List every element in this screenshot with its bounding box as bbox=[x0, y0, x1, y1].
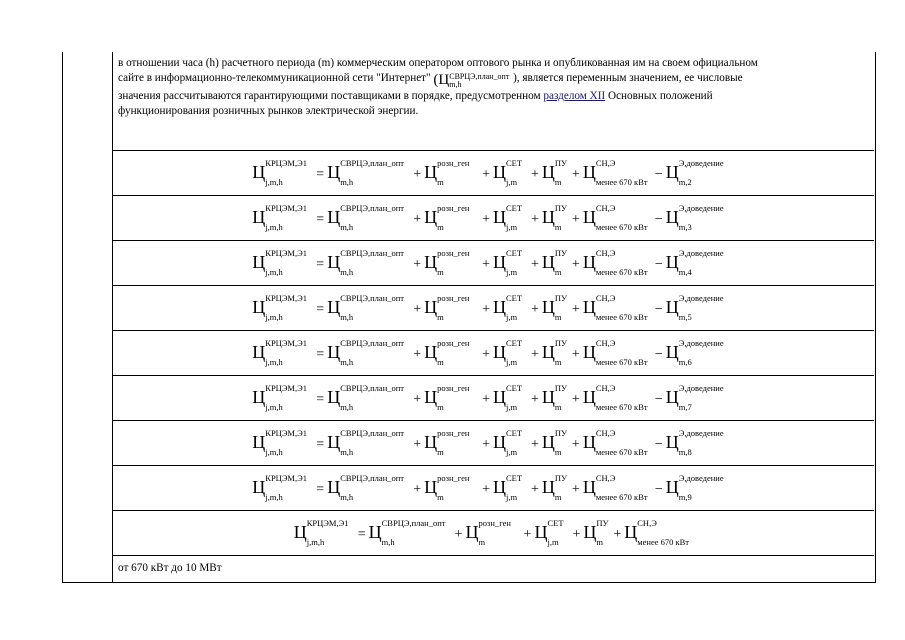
formula-operator: + bbox=[571, 256, 580, 272]
term-subscript: j,m bbox=[506, 266, 518, 277]
formula-operator: + bbox=[482, 346, 490, 362]
formula-term: Ц СВРЦЭ,план_опт m,h bbox=[327, 337, 405, 367]
intro-line-1: в отношении часа (h) расчетного периода (m) коммерческим оператором оптового рынка и опубликованная им на своем официальном bbox=[118, 57, 758, 69]
formula-term: Ц СЕТ j,m bbox=[534, 517, 564, 547]
formula-term: Ц КРЦЭМ,Э1 j,m,h bbox=[252, 247, 307, 277]
formula-term: Ц СН,Э менее 670 кВт bbox=[582, 292, 648, 322]
formula-operator: + bbox=[531, 391, 539, 407]
term-subscript: j,m,h bbox=[265, 356, 283, 367]
term-subscript: m,9 bbox=[678, 491, 692, 502]
formula-operator: + bbox=[482, 211, 490, 227]
term-superscript: розн_ген bbox=[437, 472, 470, 483]
formula-operator: − bbox=[654, 301, 663, 317]
term-superscript: розн_ген bbox=[437, 247, 470, 258]
formula-term: Ц ПУ m bbox=[541, 157, 568, 187]
inline-formula-base: (Ц bbox=[433, 72, 450, 88]
term-subscript: m,h bbox=[381, 536, 395, 547]
formula-term: Ц СЕТ j,m bbox=[493, 382, 523, 412]
term-subscript: менее 670 кВт bbox=[595, 311, 648, 322]
formula-operator: + bbox=[572, 526, 581, 542]
term-subscript: m bbox=[554, 221, 562, 232]
term-superscript: СВРЦЭ,план_опт bbox=[340, 292, 405, 303]
formula-operator: + bbox=[531, 256, 539, 272]
term-superscript: ПУ bbox=[596, 517, 609, 528]
term-superscript: СВРЦЭ,план_опт bbox=[340, 202, 405, 213]
formula-operator: + bbox=[482, 391, 490, 407]
formula-term: Ц ПУ m bbox=[541, 292, 568, 322]
term-subscript: менее 670 кВт bbox=[595, 176, 648, 187]
formula-operator: = bbox=[316, 481, 325, 497]
term-subscript: менее 670 кВт bbox=[595, 356, 648, 367]
formula-operator: + bbox=[413, 391, 422, 407]
formula-operator: − bbox=[654, 166, 663, 182]
formula-term: Ц СВРЦЭ,план_опт m,h bbox=[327, 472, 405, 502]
term-superscript: КРЦЭМ,Э1 bbox=[265, 337, 307, 348]
term-subscript: m bbox=[554, 491, 562, 502]
formula-operator: = bbox=[316, 256, 325, 272]
term-subscript: m,h bbox=[340, 311, 354, 322]
term-superscript: Э,доведение bbox=[678, 157, 724, 168]
formula bbox=[252, 247, 734, 277]
formula-row bbox=[113, 330, 874, 374]
formula-operator: + bbox=[413, 346, 422, 362]
formula-row bbox=[113, 285, 874, 329]
formula-term: Ц Э,доведение m,9 bbox=[665, 472, 724, 502]
formula-term: Ц розн_ген m bbox=[424, 202, 470, 232]
term-superscript: СВРЦЭ,план_опт bbox=[340, 427, 405, 438]
formula-term: Ц СН,Э менее 670 кВт bbox=[624, 517, 690, 547]
term-superscript: розн_ген bbox=[437, 157, 470, 168]
term-subscript: j,m bbox=[506, 311, 518, 322]
formula-term: Ц КРЦЭМ,Э1 j,m,h bbox=[252, 382, 307, 412]
formula-term: Ц СВРЦЭ,план_опт m,h bbox=[327, 157, 405, 187]
inline-formula-sub: m,h bbox=[449, 79, 462, 89]
formula-operator: + bbox=[571, 166, 580, 182]
term-superscript: КРЦЭМ,Э1 bbox=[265, 472, 307, 483]
formula-term: Ц СЕТ j,m bbox=[493, 472, 523, 502]
term-superscript: СЕТ bbox=[506, 382, 523, 393]
term-subscript: m,h bbox=[340, 266, 354, 277]
formula-operator: + bbox=[482, 256, 490, 272]
formula-operator: − bbox=[654, 436, 663, 452]
term-subscript: j,m bbox=[547, 536, 559, 547]
term-subscript: j,m,h bbox=[265, 266, 283, 277]
term-subscript: m bbox=[554, 356, 562, 367]
formula-term: Ц СВРЦЭ,план_опт m,h bbox=[327, 247, 405, 277]
formula-term: Ц ПУ m bbox=[541, 382, 568, 412]
formula bbox=[252, 382, 734, 412]
term-subscript: m,5 bbox=[678, 311, 692, 322]
term-superscript: КРЦЭМ,Э1 bbox=[265, 157, 307, 168]
term-subscript: m bbox=[437, 311, 444, 322]
term-subscript: m,h bbox=[340, 446, 354, 457]
term-subscript: m,6 bbox=[678, 356, 692, 367]
term-superscript: СВРЦЭ,план_опт bbox=[340, 337, 405, 348]
intro-line-3-text: значения рассчитываются гарантирующими поставщиками в порядке, предусмотренном bbox=[118, 89, 541, 102]
term-superscript: СН,Э bbox=[595, 202, 616, 213]
footer-text: от 670 кВт до 10 МВт bbox=[118, 562, 222, 574]
formula-term: Ц Э,доведение m,7 bbox=[665, 382, 724, 412]
term-subscript: менее 670 кВт bbox=[595, 401, 648, 412]
formula-term: Ц КРЦЭМ,Э1 j,m,h bbox=[252, 157, 307, 187]
term-subscript: m,h bbox=[340, 356, 354, 367]
term-subscript: j,m,h bbox=[265, 311, 283, 322]
formula-operator: = bbox=[316, 301, 325, 317]
formula-term: Ц Э,доведение m,5 bbox=[665, 292, 724, 322]
term-superscript: КРЦЭМ,Э1 bbox=[265, 292, 307, 303]
term-subscript: m bbox=[437, 446, 444, 457]
formula-row bbox=[113, 420, 874, 464]
formula-term: Ц ПУ m bbox=[541, 337, 568, 367]
formula-term: Ц розн_ген m bbox=[424, 337, 470, 367]
intro-line-2-text: сайте в информационно-телекоммуникационной сети "Интернет" bbox=[118, 72, 431, 84]
formula-operator: = bbox=[357, 526, 366, 542]
formula-term: Ц СВРЦЭ,план_опт m,h bbox=[327, 427, 405, 457]
formula-term: Ц СЕТ j,m bbox=[493, 337, 523, 367]
term-superscript: ПУ bbox=[554, 202, 568, 213]
term-subscript: m,7 bbox=[678, 401, 692, 412]
formula-term: Ц Э,доведение m,2 bbox=[665, 157, 724, 187]
term-subscript: m bbox=[437, 356, 444, 367]
formula bbox=[252, 337, 734, 367]
term-subscript: m,h bbox=[340, 221, 354, 232]
formula-term: Ц СЕТ j,m bbox=[493, 157, 523, 187]
term-superscript: КРЦЭМ,Э1 bbox=[306, 517, 349, 528]
term-superscript: СВРЦЭ,план_опт bbox=[381, 517, 446, 528]
formula-operator: + bbox=[531, 346, 539, 362]
term-superscript: СН,Э bbox=[637, 517, 657, 528]
formula-operator: + bbox=[531, 211, 539, 227]
term-subscript: j,m,h bbox=[306, 536, 325, 547]
formula-term: Ц розн_ген m bbox=[424, 427, 470, 457]
term-subscript: j,m,h bbox=[265, 446, 283, 457]
inline-formula bbox=[433, 72, 513, 88]
term-subscript: менее 670 кВт bbox=[595, 221, 648, 232]
term-superscript: розн_ген bbox=[437, 337, 470, 348]
formula-operator: + bbox=[482, 301, 490, 317]
term-subscript: m bbox=[478, 536, 486, 547]
formula-operator: − bbox=[654, 211, 663, 227]
term-subscript: j,m bbox=[506, 356, 518, 367]
formula-operator: + bbox=[413, 166, 422, 182]
term-superscript: Э,доведение bbox=[678, 292, 724, 303]
term-subscript: j,m,h bbox=[265, 491, 283, 502]
term-superscript: СЕТ bbox=[506, 292, 523, 303]
term-subscript: менее 670 кВт bbox=[595, 446, 648, 457]
term-subscript: j,m bbox=[506, 446, 518, 457]
formula-term: Ц СЕТ j,m bbox=[493, 292, 523, 322]
formula-operator: + bbox=[571, 346, 580, 362]
formula-operator: − bbox=[654, 391, 663, 407]
formula-term: Ц розн_ген m bbox=[465, 517, 511, 547]
formula-term: Ц Э,доведение m,8 bbox=[665, 427, 724, 457]
formula-operator: + bbox=[482, 166, 490, 182]
term-subscript: m bbox=[437, 491, 444, 502]
formula-term: Ц СН,Э менее 670 кВт bbox=[582, 472, 648, 502]
formula-term: Ц розн_ген m bbox=[424, 157, 470, 187]
formula-operator: + bbox=[482, 436, 490, 452]
formula-row bbox=[113, 375, 874, 419]
term-subscript: менее 670 кВт bbox=[637, 536, 690, 547]
formula-operator: − bbox=[654, 481, 663, 497]
formula-term: Ц КРЦЭМ,Э1 j,m,h bbox=[252, 427, 307, 457]
term-superscript: ПУ bbox=[554, 337, 568, 348]
term-superscript: СЕТ bbox=[506, 157, 523, 168]
term-superscript: СН,Э bbox=[595, 472, 616, 483]
formula-term: Ц СВРЦЭ,план_опт m,h bbox=[368, 517, 446, 547]
formula-operator: + bbox=[571, 436, 580, 452]
term-subscript: j,m bbox=[506, 221, 518, 232]
formula bbox=[293, 517, 694, 547]
row-divider bbox=[112, 555, 874, 556]
formula-operator: + bbox=[413, 256, 422, 272]
term-superscript: Э,доведение bbox=[678, 247, 724, 258]
term-subscript: m bbox=[554, 446, 562, 457]
term-superscript: СВРЦЭ,план_опт bbox=[340, 382, 405, 393]
formula-operator: = bbox=[316, 166, 325, 182]
formula-term: Ц розн_ген m bbox=[424, 382, 470, 412]
intro-line-2 bbox=[118, 71, 868, 89]
intro-line-3 bbox=[118, 89, 868, 104]
formula-term: Ц КРЦЭМ,Э1 j,m,h bbox=[252, 472, 307, 502]
formula-term: Ц СН,Э менее 670 кВт bbox=[582, 337, 648, 367]
formula-term: Ц ПУ m bbox=[541, 427, 568, 457]
formula-term: Ц розн_ген m bbox=[424, 472, 470, 502]
formula-row bbox=[113, 240, 874, 284]
formula-term: Ц ПУ m bbox=[541, 202, 568, 232]
formula-operator: + bbox=[523, 526, 532, 542]
term-superscript: розн_ген bbox=[437, 382, 470, 393]
formula-row bbox=[113, 195, 874, 239]
formula-operator: + bbox=[454, 526, 463, 542]
formula-term: Ц СЕТ j,m bbox=[493, 427, 523, 457]
formula-operator: + bbox=[613, 526, 622, 542]
term-superscript: ПУ bbox=[554, 382, 568, 393]
term-superscript: СН,Э bbox=[595, 292, 616, 303]
formula-term: Ц Э,доведение m,3 bbox=[665, 202, 724, 232]
term-superscript: Э,доведение bbox=[678, 202, 724, 213]
formula-operator: + bbox=[531, 301, 539, 317]
formula-term: Ц СН,Э менее 670 кВт bbox=[582, 202, 648, 232]
formula-term: Ц Э,доведение m,6 bbox=[665, 337, 724, 367]
formula-term: Ц СН,Э менее 670 кВт bbox=[582, 157, 648, 187]
formula-operator: + bbox=[531, 166, 539, 182]
formula-term: Ц СВРЦЭ,план_опт m,h bbox=[327, 382, 405, 412]
formula-operator: = bbox=[316, 391, 325, 407]
term-superscript: СН,Э bbox=[595, 337, 616, 348]
formula bbox=[252, 472, 734, 502]
formula-term: Ц КРЦЭМ,Э1 j,m,h bbox=[252, 292, 307, 322]
section-xii-link[interactable]: разделом XII bbox=[543, 89, 606, 102]
formula-row-final bbox=[113, 510, 874, 554]
formula-operator: + bbox=[413, 211, 422, 227]
term-subscript: j,m bbox=[506, 491, 518, 502]
formula-term: Ц КРЦЭМ,Э1 j,m,h bbox=[293, 517, 349, 547]
term-subscript: m,4 bbox=[678, 266, 692, 277]
formula-term: Ц ПУ m bbox=[541, 247, 568, 277]
term-subscript: m bbox=[437, 221, 444, 232]
intro-line-2-tail: ), является переменным значением, ее числовые bbox=[513, 72, 743, 84]
term-subscript: j,m,h bbox=[265, 401, 283, 412]
term-superscript: СЕТ bbox=[506, 427, 523, 438]
formula bbox=[252, 427, 734, 457]
formula-operator: = bbox=[316, 436, 325, 452]
term-superscript: СН,Э bbox=[595, 382, 616, 393]
formula-term: Ц СН,Э менее 670 кВт bbox=[582, 382, 648, 412]
term-superscript: КРЦЭМ,Э1 bbox=[265, 382, 307, 393]
term-subscript: m,h bbox=[340, 401, 354, 412]
inline-formula-sup: СВРЦЭ,план_опт bbox=[449, 71, 510, 81]
formula-term: Ц розн_ген m bbox=[424, 247, 470, 277]
term-superscript: СЕТ bbox=[506, 472, 523, 483]
formula-operator: + bbox=[571, 391, 580, 407]
term-superscript: Э,доведение bbox=[678, 427, 724, 438]
term-superscript: ПУ bbox=[554, 247, 568, 258]
term-superscript: СН,Э bbox=[595, 427, 616, 438]
formula-operator: + bbox=[531, 436, 539, 452]
term-superscript: розн_ген bbox=[437, 427, 470, 438]
term-superscript: ПУ bbox=[554, 292, 568, 303]
term-superscript: Э,доведение bbox=[678, 337, 724, 348]
formula-term: Ц СВРЦЭ,план_опт m,h bbox=[327, 202, 405, 232]
term-subscript: менее 670 кВт bbox=[595, 266, 648, 277]
formula-operator: + bbox=[571, 301, 580, 317]
term-subscript: m,3 bbox=[678, 221, 692, 232]
formula-term: Ц Э,доведение m,4 bbox=[665, 247, 724, 277]
formula-operator: − bbox=[654, 256, 663, 272]
term-superscript: ПУ bbox=[554, 472, 568, 483]
formula-term: Ц СН,Э менее 670 кВт bbox=[582, 427, 648, 457]
formula-row bbox=[113, 150, 874, 194]
term-subscript: m,8 bbox=[678, 446, 692, 457]
formula-operator: + bbox=[413, 436, 422, 452]
formula-operator: = bbox=[316, 346, 325, 362]
term-subscript: j,m bbox=[506, 176, 518, 187]
formula-term: Ц СЕТ j,m bbox=[493, 247, 523, 277]
term-superscript: СВРЦЭ,план_опт bbox=[340, 157, 405, 168]
term-superscript: ПУ bbox=[554, 157, 568, 168]
formula-term: Ц СН,Э менее 670 кВт bbox=[582, 247, 648, 277]
term-subscript: m bbox=[437, 266, 444, 277]
term-superscript: КРЦЭМ,Э1 bbox=[265, 427, 307, 438]
term-subscript: j,m,h bbox=[265, 176, 283, 187]
formula bbox=[252, 157, 734, 187]
formula-operator: + bbox=[571, 211, 580, 227]
term-superscript: СЕТ bbox=[506, 337, 523, 348]
term-superscript: СН,Э bbox=[595, 157, 616, 168]
formula-term: Ц КРЦЭМ,Э1 j,m,h bbox=[252, 202, 307, 232]
formula-term: Ц КРЦЭМ,Э1 j,m,h bbox=[252, 337, 307, 367]
term-subscript: m bbox=[554, 401, 562, 412]
formula-operator: + bbox=[413, 481, 422, 497]
term-superscript: розн_ген bbox=[478, 517, 511, 528]
term-superscript: СЕТ bbox=[506, 247, 523, 258]
term-superscript: СЕТ bbox=[547, 517, 564, 528]
term-superscript: розн_ген bbox=[437, 292, 470, 303]
term-subscript: m bbox=[554, 266, 562, 277]
formula-term: Ц СЕТ j,m bbox=[493, 202, 523, 232]
term-subscript: m bbox=[554, 176, 562, 187]
term-superscript: КРЦЭМ,Э1 bbox=[265, 202, 307, 213]
term-subscript: m bbox=[554, 311, 562, 322]
intro-line-4: функционирования розничных рынков электрической энергии. bbox=[118, 104, 419, 117]
formula-operator: + bbox=[413, 301, 422, 317]
term-subscript: менее 670 кВт bbox=[595, 491, 648, 502]
formula-operator: = bbox=[316, 211, 325, 227]
term-subscript: m,h bbox=[340, 176, 354, 187]
term-superscript: СН,Э bbox=[595, 247, 616, 258]
term-superscript: розн_ген bbox=[437, 202, 470, 213]
term-subscript: m,2 bbox=[678, 176, 692, 187]
term-superscript: ПУ bbox=[554, 427, 568, 438]
formula-term: Ц розн_ген m bbox=[424, 292, 470, 322]
formula-row bbox=[113, 465, 874, 509]
term-subscript: j,m bbox=[506, 401, 518, 412]
formula-operator: + bbox=[482, 481, 490, 497]
term-superscript: СЕТ bbox=[506, 202, 523, 213]
intro-paragraph bbox=[118, 56, 868, 119]
formula-operator: + bbox=[571, 481, 580, 497]
term-subscript: m bbox=[596, 536, 603, 547]
term-subscript: m bbox=[437, 176, 444, 187]
formula-term: Ц СВРЦЭ,план_опт m,h bbox=[327, 292, 405, 322]
formula bbox=[252, 292, 734, 322]
formula-operator: − bbox=[654, 346, 663, 362]
term-superscript: КРЦЭМ,Э1 bbox=[265, 247, 307, 258]
formula-operator: + bbox=[531, 481, 539, 497]
term-superscript: Э,доведение bbox=[678, 472, 724, 483]
term-subscript: j,m,h bbox=[265, 221, 283, 232]
formula-term: Ц ПУ m bbox=[541, 472, 568, 502]
term-superscript: СВРЦЭ,план_опт bbox=[340, 472, 405, 483]
term-superscript: СВРЦЭ,план_опт bbox=[340, 247, 405, 258]
intro-line-3-tail: Основных положений bbox=[608, 89, 713, 102]
term-subscript: m bbox=[437, 401, 444, 412]
formula bbox=[252, 202, 734, 232]
formula-term: Ц ПУ m bbox=[583, 517, 609, 547]
term-subscript: m,h bbox=[340, 491, 354, 502]
term-superscript: Э,доведение bbox=[678, 382, 724, 393]
